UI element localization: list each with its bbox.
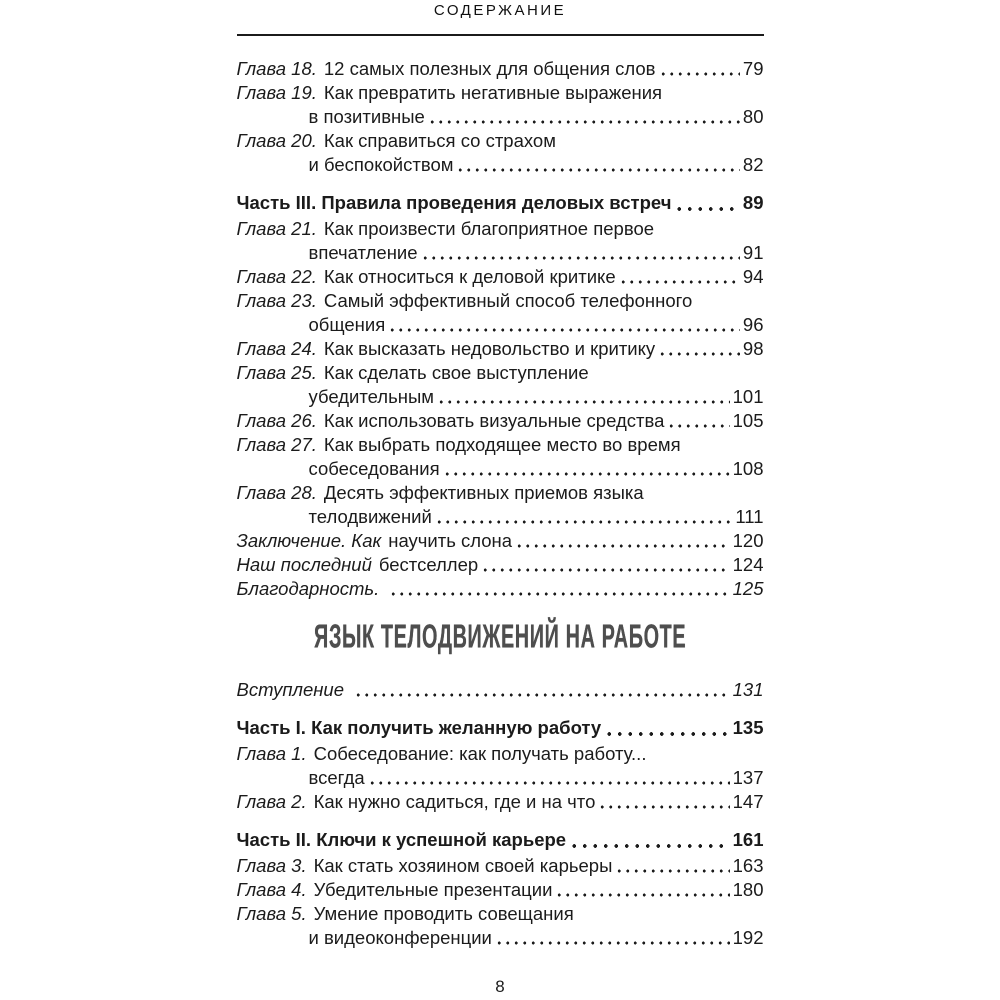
entry-title: Как нужно садиться, где и на что [313, 791, 596, 812]
entry-title: Собеседование: как получать работу... [313, 743, 647, 764]
contents-header: СОДЕРЖАНИЕ [433, 2, 567, 19]
toc-entry-row [237, 57, 764, 81]
entry-title: телодвижений [308, 506, 432, 527]
entry-label: Благодарность. [236, 578, 380, 599]
toc-entry-row [237, 505, 764, 529]
entry-title: Как относиться к деловой критике [323, 266, 616, 287]
toc-entry-row [237, 433, 764, 457]
entry-page-number: 96 [742, 314, 764, 335]
entry-title: убедительным [308, 386, 434, 407]
entry-label: Глава 4. [236, 879, 307, 900]
entry-label: Глава 5. [236, 903, 307, 924]
toc-entry-row [237, 481, 764, 505]
entry-title: всегда [308, 767, 365, 788]
toc-entry-row [237, 361, 764, 385]
entry-page-number: 124 [732, 554, 764, 575]
toc-entry-row [237, 790, 764, 814]
entry-page-number: 101 [732, 386, 764, 407]
entry-title: Как справиться со страхом [323, 130, 556, 151]
dot-leader [619, 279, 740, 285]
entry-title: собеседования [308, 458, 440, 479]
entry-page-number: 192 [732, 927, 764, 948]
page-number: 8 [495, 977, 505, 996]
toc-entry-row [237, 217, 764, 241]
entry-label: Глава 21. [236, 218, 317, 239]
dot-leader [598, 804, 729, 810]
dot-leader [443, 471, 730, 477]
entry-page-number: 79 [742, 58, 764, 79]
toc-entry-row [237, 265, 764, 289]
entry-label: Глава 28. [236, 482, 317, 503]
entry-title: Часть I. Как получить желанную работу [236, 717, 602, 738]
toc-entry-row [237, 313, 764, 337]
dot-leader [569, 843, 730, 849]
dot-leader [421, 255, 740, 261]
entry-title: Как использовать визуальные средства [323, 410, 665, 431]
section-title: ЯЗЫК ТЕЛОДВИЖЕНИЙ НА РАБОТЕ [313, 616, 687, 655]
toc-entry-row [237, 926, 764, 950]
entry-title: Убедительные презентации [313, 879, 553, 900]
entry-page-number: 131 [732, 679, 764, 700]
toc-entry-row [237, 81, 764, 105]
entry-page-number: 80 [742, 106, 764, 127]
entry-page-number: 180 [732, 879, 764, 900]
entry-title: Умение проводить совещания [313, 903, 574, 924]
entry-label: Глава 19. [236, 82, 317, 103]
dot-leader [555, 892, 729, 898]
toc-entry-row [237, 577, 764, 601]
header-rule [237, 34, 764, 36]
entry-label: Глава 25. [236, 362, 317, 383]
dot-leader [495, 940, 730, 946]
entry-label: Глава 22. [236, 266, 317, 287]
entry-page-number: 94 [742, 266, 764, 287]
entry-title: и беспокойством [308, 154, 454, 175]
toc-entry-row [237, 902, 764, 926]
entry-label: Глава 24. [236, 338, 317, 359]
toc-entry-row [237, 553, 764, 577]
toc-entry-row [237, 529, 764, 553]
entry-page-number: 108 [732, 458, 764, 479]
entry-label: Глава 26. [236, 410, 317, 431]
entry-title: Как стать хозяином своей карьеры [313, 855, 613, 876]
entry-page-number: 82 [742, 154, 764, 175]
dot-leader [659, 71, 740, 77]
dot-leader [354, 692, 730, 698]
toc-list-top [237, 57, 764, 601]
toc-entry-row [237, 457, 764, 481]
dot-leader [515, 543, 730, 549]
dot-leader [388, 327, 740, 333]
entry-label: Глава 27. [236, 434, 317, 455]
entry-label: Глава 20. [236, 130, 317, 151]
toc-entry-row [237, 385, 764, 409]
entry-page-number: 89 [742, 192, 764, 213]
entry-title: Самый эффективный способ телефонного [323, 290, 693, 311]
entry-title: 12 самых полезных для общения слов [323, 58, 656, 79]
entry-title: впечатление [308, 242, 418, 263]
entry-page-number: 163 [732, 855, 764, 876]
entry-label: Наш последний [236, 554, 372, 575]
toc-entry-row [237, 105, 764, 129]
entry-title: Десять эффективных приемов языка [323, 482, 644, 503]
entry-title: Часть III. Правила проведения деловых встреч [236, 192, 672, 213]
toc-entry-row [237, 337, 764, 361]
toc-entry-row [237, 854, 764, 878]
dot-leader [615, 868, 729, 874]
entry-page-number: 111 [735, 506, 764, 527]
dot-leader [389, 591, 729, 597]
dot-leader [456, 167, 739, 173]
toc-entry-row [237, 289, 764, 313]
toc-entry-row [237, 716, 764, 740]
entry-title: Как превратить негативные выражения [323, 82, 663, 103]
entry-label: Глава 2. [236, 791, 307, 812]
entry-label: Глава 18. [236, 58, 317, 79]
entry-title: общения [308, 314, 386, 335]
toc-entry-row [237, 153, 764, 177]
content-column [237, 0, 764, 950]
entry-page-number: 147 [732, 791, 764, 812]
dot-leader [481, 567, 729, 573]
toc-entry-row [237, 678, 764, 702]
toc-entry-row [237, 742, 764, 766]
dot-leader [604, 731, 729, 737]
entry-title: Как сделать свое выступление [323, 362, 589, 383]
entry-label: Глава 1. [236, 743, 307, 764]
entry-title: и видеоконференции [308, 927, 492, 948]
toc-entry-row [237, 828, 764, 852]
entry-title: Как произвести благоприятное первое [323, 218, 655, 239]
dot-leader [368, 780, 730, 786]
toc-entry-row [237, 191, 764, 215]
toc-entry-row [237, 241, 764, 265]
entry-title: в позитивные [308, 106, 425, 127]
entry-page-number: 137 [732, 767, 764, 788]
entry-page-number: 125 [732, 578, 764, 599]
entry-label: Глава 3. [236, 855, 307, 876]
entry-title: научить слона [388, 530, 513, 551]
dot-leader [428, 119, 740, 125]
entry-page-number: 91 [742, 242, 764, 263]
dot-leader [658, 351, 740, 357]
entry-page-number: 105 [732, 410, 764, 431]
entry-title: Как выбрать подходящее место во время [323, 434, 681, 455]
dot-leader [435, 519, 733, 525]
toc-entry-row [237, 129, 764, 153]
entry-page-number: 98 [742, 338, 764, 359]
entry-title: Часть II. Ключи к успешной карьере [236, 829, 567, 850]
toc-entry-row [237, 409, 764, 433]
toc-entry-row [237, 766, 764, 790]
entry-label: Заключение. Как [236, 530, 382, 551]
dot-leader [674, 206, 739, 212]
entry-page-number: 120 [732, 530, 764, 551]
toc-entry-row [237, 878, 764, 902]
entry-label: Глава 23. [236, 290, 317, 311]
entry-title: Как высказать недовольство и критику [323, 338, 656, 359]
entry-page-number: 161 [732, 829, 764, 850]
entry-page-number: 135 [732, 717, 764, 738]
entry-label: Вступление [236, 679, 345, 700]
entry-title: бестселлер [378, 554, 479, 575]
dot-leader [437, 399, 730, 405]
dot-leader [667, 423, 729, 429]
toc-list-bottom [237, 678, 764, 950]
section-title-wrap [237, 615, 764, 657]
